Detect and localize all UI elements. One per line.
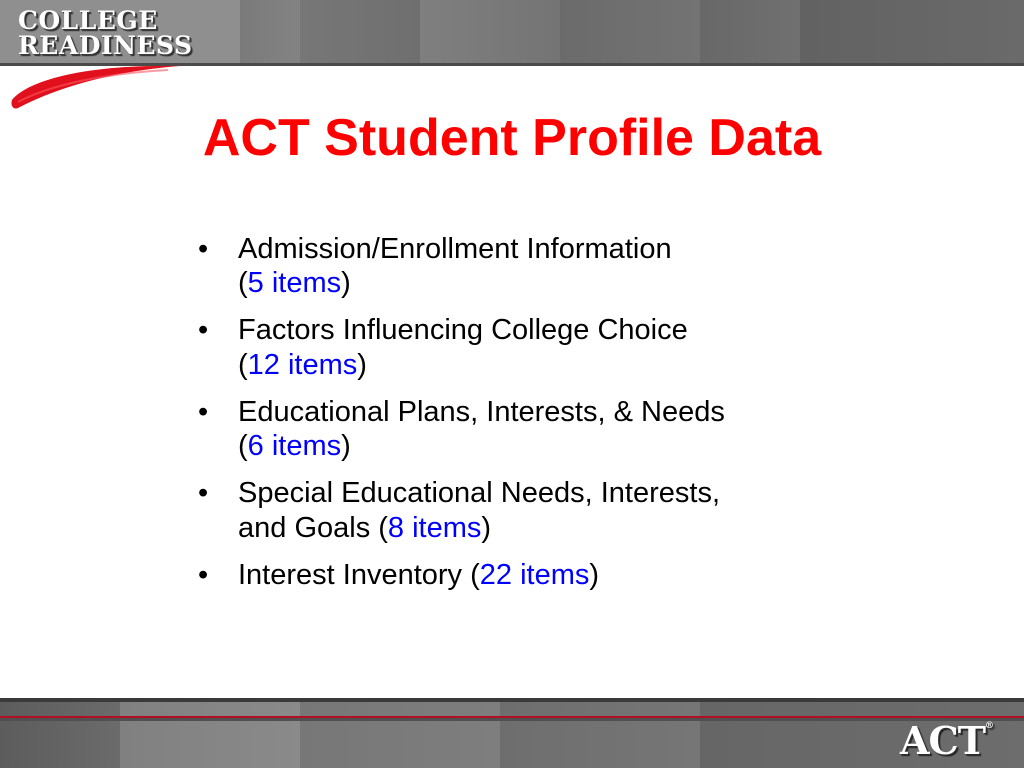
footer-divider	[0, 698, 1024, 702]
slide-title: ACT Student Profile Data	[202, 109, 822, 167]
item-text: Interest Inventory (	[238, 558, 480, 591]
item-count: 6 items	[247, 430, 342, 463]
item-text: Special Educational Needs, Interests,	[238, 477, 720, 510]
bullet-icon: •	[198, 314, 209, 347]
list-item	[198, 395, 898, 463]
item-count: 12 items	[247, 348, 358, 381]
bullet-icon: •	[198, 558, 209, 591]
item-prefix: and Goals (	[238, 511, 388, 544]
item-count: 8 items	[387, 511, 482, 544]
item-text: Admission/Enrollment Information	[238, 233, 672, 265]
item-count: 22 items	[479, 558, 590, 591]
bullet-icon: •	[198, 395, 209, 428]
item-text: Factors Influencing College Choice	[238, 314, 688, 347]
trademark-icon: ®	[985, 721, 995, 731]
footer-dark-rule	[0, 718, 1024, 721]
item-suffix: )	[341, 430, 351, 463]
item-suffix: )	[481, 511, 492, 544]
bullet-icon: •	[198, 233, 209, 265]
item-text: Educational Plans, Interests, & Needs	[238, 395, 725, 428]
item-suffix: )	[357, 348, 367, 381]
item-prefix: (	[238, 348, 248, 381]
list-item	[198, 313, 898, 381]
list-item	[198, 232, 898, 300]
item-suffix: )	[589, 558, 600, 591]
red-swoosh-icon	[8, 56, 188, 116]
act-logo-text: ACT	[900, 718, 986, 763]
act-logo	[900, 718, 995, 763]
item-count: 5 items	[247, 267, 342, 300]
bullet-list	[198, 232, 898, 605]
item-suffix: )	[341, 267, 351, 300]
item-prefix: (	[238, 267, 248, 300]
item-prefix: (	[238, 430, 248, 463]
bullet-icon: •	[198, 477, 209, 510]
logo-line-college: COLLEGE	[18, 6, 158, 35]
footer-band	[0, 698, 1024, 768]
list-item	[198, 558, 898, 592]
list-item	[198, 476, 898, 544]
logo-line-readiness: READINESS	[18, 31, 193, 60]
